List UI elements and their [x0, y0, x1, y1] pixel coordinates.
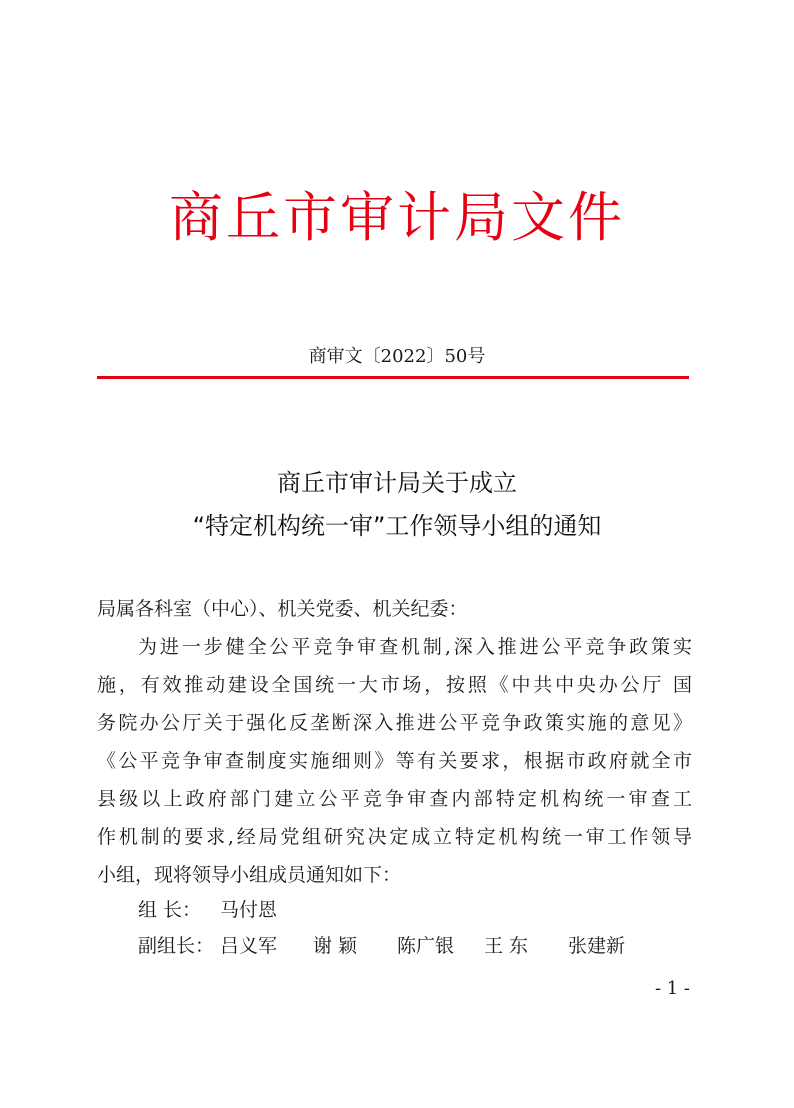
leader-name: 马付恩	[220, 899, 278, 921]
deputy-name: 陈广银	[397, 935, 455, 957]
issuer-header-title: 商丘市审计局文件	[169, 186, 625, 249]
body-paragraph-line: 小组，现将领导小组成员通知如下：	[97, 864, 402, 886]
notice-title-line-1: 商丘市审计局关于成立	[277, 469, 517, 497]
body-paragraph-line: 作机制的要求,经局党组研究决定成立特定机构统一审工作领导	[97, 826, 692, 848]
deputy-name: 王 东	[484, 935, 529, 957]
body-paragraph-line: 施，有效推动建设全国统一大市场，按照《中共中央办公厅 国	[97, 674, 692, 696]
leader-label: 组 长：	[138, 899, 202, 921]
deputy-label: 副组长：	[138, 935, 215, 957]
red-separator-line	[97, 376, 689, 379]
notice-title-line-2: “特定机构统一审”工作领导小组的通知	[192, 512, 602, 540]
deputy-name: 谢 颖	[313, 935, 358, 957]
page-number: - 1 -	[654, 978, 690, 999]
deputy-name: 张建新	[568, 935, 626, 957]
body-paragraph-line: 县级以上政府部门建立公平竞争审查内部特定机构统一审查工	[97, 788, 692, 810]
body-paragraph-line: 务院办公厅关于强化反垄断深入推进公平竞争政策实施的意见》	[97, 712, 692, 734]
body-paragraph-line: 为进一步健全公平竞争审查机制,深入推进公平竞争政策实	[138, 636, 692, 658]
deputy-name: 吕义军	[220, 935, 278, 957]
body-paragraph-line: 《公平竞争审查制度实施细则》等有关要求，根据市政府就全市	[97, 750, 692, 772]
document-number: 商审文〔2022〕50号	[308, 346, 486, 367]
addressees: 局属各科室（中心）、机关党委、机关纪委：	[97, 598, 468, 620]
